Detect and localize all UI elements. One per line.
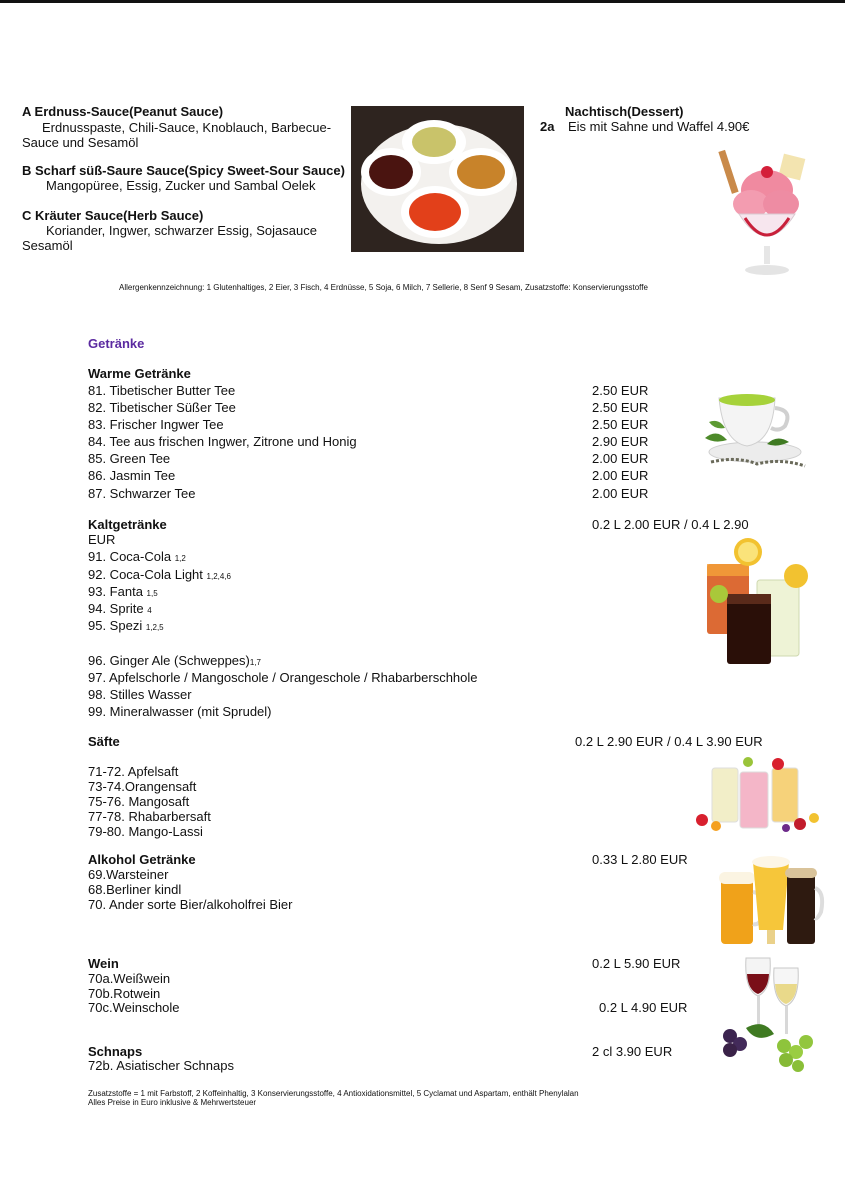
menu-item-price: 2.50 EUR — [592, 417, 649, 432]
sauce-a-title: A Erdnuss-Sauce(Peanut Sauce) — [22, 104, 224, 119]
alcohol-title: Alkohol Getränke — [88, 852, 196, 867]
wine-price-2: 0.2 L 4.90 EUR — [599, 1000, 688, 1015]
sauce-c-desc1: Koriander, Ingwer, schwarzer Essig, Sojasauce — [46, 223, 317, 238]
menu-item: 68.Berliner kindl — [88, 882, 182, 897]
sauce-b-desc1: Mangopüree, Essig, Zucker und Sambal Oelek — [46, 178, 316, 193]
menu-item-price: 2.50 EUR — [592, 400, 649, 415]
menu-item-price: 2.50 EUR — [592, 383, 649, 398]
sauce-c-title: C Kräuter Sauce(Herb Sauce) — [22, 208, 204, 223]
menu-item: 77-78. Rhabarbersaft — [88, 809, 211, 824]
menu-item: 81. Tibetischer Butter Tee — [88, 383, 236, 398]
menu-item: 82. Tibetischer Süßer Tee — [88, 400, 236, 415]
cold-drinks-price-cont: EUR — [88, 532, 116, 547]
menu-item — [88, 549, 186, 566]
allergen-codes: 1,5 — [146, 589, 158, 598]
menu-item: 70b.Rotwein — [88, 986, 161, 1001]
menu-item-name: 95. Spezi — [88, 618, 146, 633]
ice-cream-photo — [717, 148, 817, 278]
warm-drinks-title: Warme Getränke — [88, 366, 191, 381]
menu-item-name: 93. Fanta — [88, 584, 147, 599]
menu-item-price: 2.90 EUR — [592, 434, 649, 449]
menu-item: 83. Frischer Ingwer Tee — [88, 417, 224, 432]
wine-photo — [716, 954, 827, 1078]
menu-item: 71-72. Apfelsaft — [88, 764, 179, 779]
menu-item: 70c.Weinschole — [88, 1000, 180, 1015]
tea-cup-photo — [697, 382, 813, 474]
allergen-codes: 1,7 — [249, 658, 261, 667]
menu-item — [88, 567, 231, 584]
menu-item: 84. Tee aus frischen Ingwer, Zitrone und Honig — [88, 434, 357, 449]
menu-item — [88, 618, 164, 635]
allergen-note: Allergenkennzeichnung: 1 Glutenhaltiges, 2 Eier, 3 Fisch, 4 Erdnüsse, 5 Soja, 6 Milch, 7 Sellerie, 8 Senf 9 Sesam, Zusatzstoffe: Konservierungsstoffe — [119, 283, 648, 292]
alcohol-price: 0.33 L 2.80 EUR — [592, 852, 688, 867]
menu-item: 85. Green Tee — [88, 451, 171, 466]
menu-item-name: 96. Ginger Ale (Schweppes) — [88, 653, 250, 668]
menu-item: 69.Warsteiner — [88, 867, 169, 882]
menu-item — [88, 687, 192, 702]
sauce-b-title: B Scharf süß-Saure Sauce(Spicy Sweet-Sour Sauce) — [22, 163, 345, 178]
sauce-a-desc2: Sauce und Sesamöl — [22, 135, 139, 150]
juices-price: 0.2 L 2.90 EUR / 0.4 L 3.90 EUR — [575, 734, 763, 749]
cold-drinks-price: 0.2 L 2.00 EUR / 0.4 L 2.90 — [592, 517, 749, 532]
allergen-codes: 1,2 — [174, 554, 186, 563]
schnaps-title: Schnaps — [88, 1044, 143, 1059]
menu-item-price: 2.00 EUR — [592, 468, 649, 483]
menu-item-price: 2.00 EUR — [592, 451, 649, 466]
cold-drinks-title: Kaltgetränke — [88, 517, 167, 532]
dessert-item: Eis mit Sahne und Waffel 4.90€ — [568, 119, 750, 134]
menu-item: 70a.Weißwein — [88, 971, 171, 986]
menu-item: 87. Schwarzer Tee — [88, 486, 196, 501]
menu-item: 86. Jasmin Tee — [88, 468, 176, 483]
menu-item: 70. Ander sorte Bier/alkoholfrei Bier — [88, 897, 293, 912]
menu-item — [88, 584, 158, 601]
allergen-codes: 1,2,4,6 — [206, 572, 231, 581]
smoothies-photo — [690, 754, 826, 836]
allergen-codes: 1,2,5 — [145, 623, 164, 632]
menu-item-price: 2.00 EUR — [592, 486, 649, 501]
menu-item-name: 97. Apfelschorle / Mangoschole / Orangeschole / Rhabarberschhole — [88, 670, 478, 685]
additives-note: Zusatzstoffe = 1 mit Farbstoff, 2 Koffeinhaltig, 3 Konservierungsstoffe, 4 Antioxidationsmittel, 5 Cyclamat und Aspartam, enthält Phenylalan — [88, 1089, 579, 1098]
cold-drinks-photo — [697, 536, 818, 669]
menu-item — [88, 704, 272, 719]
menu-item-name: 92. Coca-Cola Light — [88, 567, 207, 582]
juices-title: Säfte — [88, 734, 120, 749]
beer-photo — [713, 850, 826, 950]
wine-price-1: 0.2 L 5.90 EUR — [592, 956, 681, 971]
wine-title: Wein — [88, 956, 119, 971]
sauce-c-desc2: Sesamöl — [22, 238, 73, 253]
allergen-codes: 4 — [147, 606, 152, 615]
menu-item: 73-74.Orangensaft — [88, 779, 197, 794]
menu-item-name: 99. Mineralwasser (mit Sprudel) — [88, 704, 272, 719]
sauces-photo — [351, 106, 524, 252]
menu-item-name: 94. Sprite — [88, 601, 148, 616]
dessert-item-number: 2a — [540, 119, 555, 134]
menu-item: 72b. Asiatischer Schnaps — [88, 1058, 234, 1073]
dessert-title: Nachtisch(Dessert) — [565, 104, 684, 119]
schnaps-price: 2 cl 3.90 EUR — [592, 1044, 673, 1059]
menu-item-name: 91. Coca-Cola — [88, 549, 175, 564]
drinks-title: Getränke — [88, 336, 145, 351]
sauce-a-desc1: Erdnusspaste, Chili-Sauce, Knoblauch, Barbecue- — [42, 120, 332, 135]
top-border — [0, 0, 845, 3]
menu-item: 79-80. Mango-Lassi — [88, 824, 203, 839]
menu-item — [88, 653, 261, 670]
menu-item: 75-76. Mangosaft — [88, 794, 190, 809]
menu-item — [88, 670, 478, 685]
price-note: Alles Preise in Euro inklusive & Mehrwertsteuer — [88, 1098, 257, 1107]
menu-item-name: 98. Stilles Wasser — [88, 687, 192, 702]
menu-item — [88, 601, 152, 618]
